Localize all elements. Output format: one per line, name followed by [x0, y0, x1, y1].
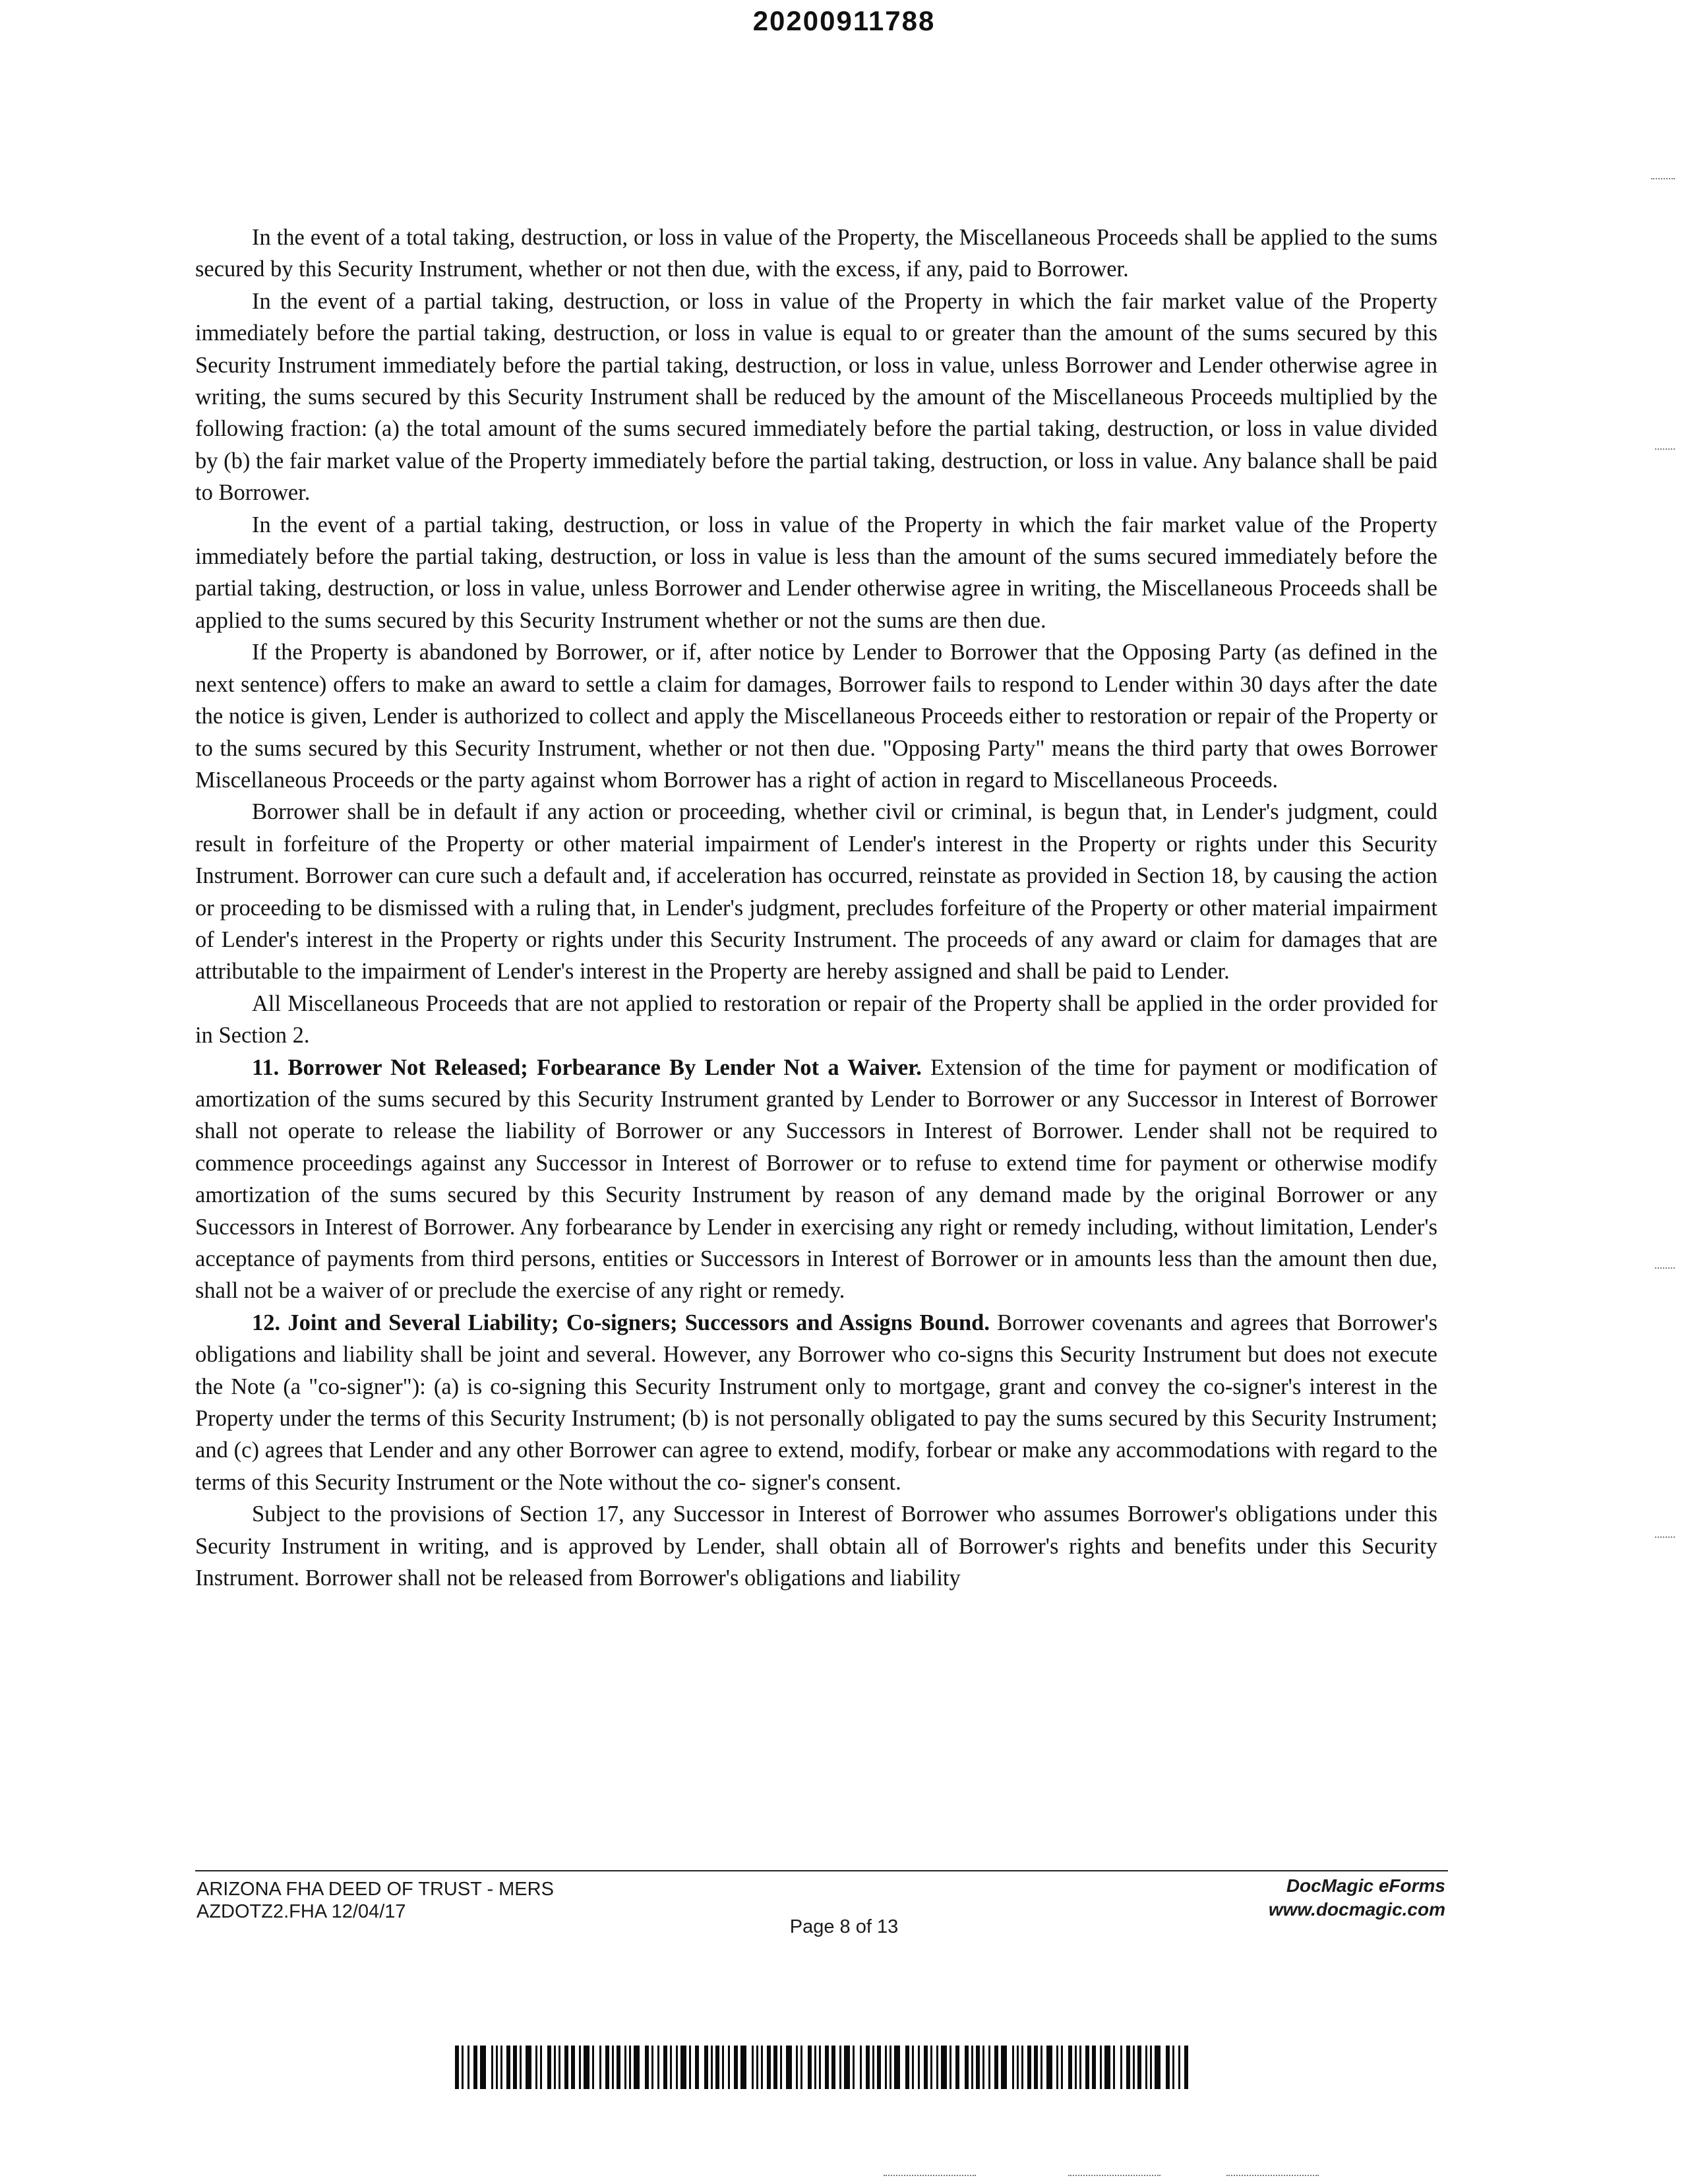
- barcode-bar: [752, 2046, 754, 2089]
- barcode-bar: [592, 2046, 594, 2089]
- barcode-bar: [885, 2046, 887, 2089]
- barcode-bar: [520, 2046, 522, 2089]
- barcode-bar: [819, 2046, 821, 2089]
- scan-mark: [1655, 448, 1675, 450]
- barcode-bar: [889, 2046, 891, 2089]
- barcode-bar: [1150, 2046, 1152, 2089]
- barcode-bar: [844, 2046, 850, 2089]
- barcode-bar: [680, 2046, 686, 2089]
- barcode-bar: [526, 2046, 531, 2089]
- barcode-bar: [513, 2046, 517, 2089]
- barcode-bar: [1092, 2046, 1096, 2089]
- barcode-bar: [767, 2046, 771, 2089]
- barcode-bar: [462, 2046, 464, 2089]
- barcode-bar: [473, 2046, 477, 2089]
- barcode-bar: [1145, 2046, 1147, 2089]
- barcode-bar: [629, 2046, 631, 2089]
- barcode: [455, 2046, 1192, 2089]
- section-11: [195, 1052, 1437, 1307]
- barcode-bar: [971, 2046, 973, 2089]
- barcode-bar: [924, 2046, 928, 2089]
- barcode-bar: [761, 2046, 763, 2089]
- barcode-bar: [728, 2046, 730, 2089]
- barcode-bar: [605, 2046, 609, 2089]
- barcode-bar: [1172, 2046, 1174, 2089]
- document-number: 20200911788: [752, 5, 936, 36]
- barcode-bar: [877, 2046, 881, 2089]
- barcode-bar: [540, 2046, 542, 2089]
- barcode-bar: [950, 2046, 951, 2089]
- barcode-bar: [905, 2046, 909, 2089]
- barcode-bar: [1133, 2046, 1135, 2089]
- barcode-bar: [506, 2046, 510, 2089]
- footer-form-code: AZDOTZ2.FHA 12/04/17: [196, 1901, 406, 1922]
- barcode-bar: [853, 2046, 855, 2089]
- barcode-bar: [839, 2046, 841, 2089]
- barcode-bar: [1166, 2046, 1170, 2089]
- barcode-bar: [780, 2046, 782, 2089]
- barcode-bar: [740, 2046, 746, 2089]
- barcode-bar: [786, 2046, 792, 2089]
- paragraph-proceeds-order: All Miscellaneous Proceeds that are not applied to restoration or repair of the Property shall be applied in the order provided for in Section 2.: [195, 990, 1437, 1048]
- barcode-bar: [825, 2046, 829, 2089]
- barcode-bar: [1178, 2046, 1180, 2089]
- barcode-bar: [808, 2046, 812, 2089]
- barcode-bar: [1012, 2046, 1014, 2089]
- barcode-bar: [1068, 2046, 1072, 2089]
- barcode-bar: [936, 2046, 938, 2089]
- barcode-bar: [624, 2046, 626, 2089]
- barcode-bar: [894, 2046, 900, 2089]
- barcode-bar: [872, 2046, 874, 2089]
- barcode-bar: [711, 2046, 713, 2089]
- barcode-bar: [715, 2046, 719, 2089]
- barcode-bar: [955, 2046, 959, 2089]
- section-11-heading: 11. Borrower Not Released; Forbearance By Lender Not a Waiver.: [252, 1054, 922, 1080]
- barcode-bar: [1079, 2046, 1081, 2089]
- barcode-bar: [941, 2046, 947, 2089]
- barcode-bar: [617, 2046, 620, 2089]
- barcode-bar: [554, 2046, 556, 2089]
- barcode-bar: [1027, 2046, 1031, 2089]
- scan-mark: [884, 2175, 976, 2176]
- barcode-bar: [988, 2046, 990, 2089]
- barcode-bar: [496, 2046, 498, 2089]
- barcode-bar: [467, 2046, 469, 2089]
- barcode-bar: [584, 2046, 589, 2089]
- scan-mark: [1651, 178, 1675, 179]
- barcode-bar: [1100, 2046, 1102, 2089]
- barcode-bar: [634, 2046, 640, 2089]
- barcode-bar: [599, 2046, 601, 2089]
- barcode-bar: [796, 2046, 798, 2089]
- barcode-bar: [1021, 2046, 1023, 2089]
- scan-mark: [1655, 1267, 1675, 1269]
- barcode-bar: [860, 2046, 862, 2089]
- barcode-bar: [1113, 2046, 1115, 2089]
- footer-brand: DocMagic eForms: [1286, 1875, 1445, 1896]
- barcode-bar: [912, 2046, 914, 2089]
- barcode-bar: [651, 2046, 653, 2089]
- document-body: [195, 222, 1437, 1594]
- scan-mark: [1226, 2175, 1319, 2176]
- barcode-bar: [1017, 2046, 1019, 2089]
- barcode-bar: [831, 2046, 835, 2089]
- barcode-bar: [1046, 2046, 1052, 2089]
- barcode-bar: [1056, 2046, 1058, 2089]
- paragraph-total-taking: In the event of a total taking, destruction, or loss in value of the Property, the Miscellaneous Proceeds shall be applied to the sums secured by this Security Instrument, whether or not then due, with the excess, if any, paid to Borrower.: [195, 225, 1437, 282]
- barcode-bar: [547, 2046, 551, 2089]
- barcode-bar: [676, 2046, 678, 2089]
- barcode-bar: [670, 2046, 672, 2089]
- barcode-bar: [982, 2046, 984, 2089]
- paragraph-abandoned-property: If the Property is abandoned by Borrower, or if, after notice by Lender to Borrower that the Opposing Party (as defined in the next sentence) offers to make an award to settle a claim for damages, Borrower fails to respond to Lender within 30 days after the date the notice is given, Lender is authorized to collect and apply the Miscellaneous Proceeds either to restoration or repair of the Property or to the sums secured by this Security Instrument, whether or not then due. "Opposing Party" means the third party that owes Borrower Miscellaneous Proceeds or the party against whom Borrower has a right of action in regard to Miscellaneous Proceeds.: [195, 640, 1437, 793]
- barcode-bar: [689, 2046, 691, 2089]
- barcode-bar: [1126, 2046, 1130, 2089]
- section-11-text: Extension of the time for payment or modification of amortization of the sums secured by this Security Instrument granted by Lender to Borrower or any Successor in Interest of Borrower shall not operate to release the liability of Borrower or any Successors in Interest of Borrower. Lender shall not be required to commence proceedings against any Successor in Interest of Borrower or to refuse to extend time for payment or otherwise modify amortization of the sums secured by this Security Instrument by reason of any demand made by the original Borrower or any Successors in Interest of Borrower. Any forbearance by Lender in exercising any right or remedy including, without limitation, Lender's acceptance of payments from third persons, entities or Successors in Interest of Borrower or in amounts less than the amount then due, shall not be a waiver of or preclude the exercise of any right or remedy.: [195, 1054, 1437, 1304]
- barcode-bar: [866, 2046, 870, 2089]
- paragraph-partial-taking-less: In the event of a partial taking, destruction, or loss in value of the Property in which the fair market value of the Property immediately before the partial taking, destruction, or loss in value is less than the amount of the sums secured immediately before the partial taking, destruction, or loss in value, unless Borrower and Lender otherwise agree in writing, the Miscellaneous Proceeds shall be applied to the sums secured by this Security Instrument whether or not the sums are then due.: [195, 512, 1437, 633]
- barcode-bar: [965, 2046, 969, 2089]
- barcode-bar: [1061, 2046, 1063, 2089]
- barcode-bar: [1120, 2046, 1122, 2089]
- barcode-bar: [1104, 2046, 1110, 2089]
- barcode-bar: [579, 2046, 581, 2089]
- barcode-bar: [657, 2046, 659, 2089]
- barcode-bar: [1085, 2046, 1089, 2089]
- barcode-bar: [994, 2046, 998, 2089]
- barcode-bar: [814, 2046, 816, 2089]
- barcode-bar: [722, 2046, 724, 2089]
- footer-website: www.docmagic.com: [1268, 1899, 1445, 1920]
- barcode-bar: [500, 2046, 502, 2089]
- section-12-continuation: Subject to the provisions of Section 17, any Successor in Interest of Borrower who assumes Borrower's obligations under this Security Instrument in writing, and is approved by Lender, shall obtain all of Borrower's rights and benefits under this Security Instrument. Borrower shall not be released from Borrower's obligations and liability: [195, 1502, 1437, 1591]
- barcode-bar: [1137, 2046, 1141, 2089]
- barcode-bar: [1075, 2046, 1077, 2089]
- barcode-bar: [976, 2046, 980, 2089]
- page-number: Page 8 of 13: [789, 1916, 899, 1937]
- barcode-bar: [558, 2046, 560, 2089]
- barcode-bar: [1034, 2046, 1038, 2089]
- barcode-bar: [491, 2046, 493, 2089]
- barcode-bar: [564, 2046, 568, 2089]
- footer-brand-info: [1269, 1874, 1445, 1922]
- paragraph-borrower-default: Borrower shall be in default if any action or proceeding, whether civil or criminal, is begun that, in Lender's judgment, could result in forfeiture of the Property or other material impairment of Lender's interest in the Property or rights under this Security Instrument. Borrower can cure such a default and, if acceleration has occurred, reinstate as provided in Section 18, by causing the action or proceeding to be dismissed with a ruling that, in Lender's judgment, precludes forfeiture of the Property or other material impairment of Lender's interest in the Property or rights under this Security Instrument. The proceeds of any award or claim for damages that are attributable to the impairment of Lender's interest in the Property are hereby assigned and shall be paid to Lender.: [195, 799, 1437, 985]
- barcode-bar: [773, 2046, 777, 2089]
- barcode-bar: [918, 2046, 920, 2089]
- barcode-bar: [535, 2046, 537, 2089]
- footer-form-title: ARIZONA FHA DEED OF TRUST - MERS: [196, 1879, 554, 1900]
- barcode-bar: [930, 2046, 932, 2089]
- section-12: [195, 1307, 1437, 1498]
- section-12-text: Borrower covenants and agrees that Borrower's obligations and liability shall be joint and several. However, any Borrower who co-signs this Security Instrument but does not execute the Note (a "co-signer"): (a) is co-signing this Security Instrument only to mortgage, grant and convey the co-signer's interest in the Property under the terms of this Security Instrument; (b) is not personally obligated to pay the sums secured by this Security Instrument; and (c) agrees that Lender and any other Borrower can agree to extend, modify, forbear or make any accommodations with regard to the terms of this Security Instrument or the Note without the co- signer's consent.: [195, 1310, 1438, 1495]
- scan-mark: [1068, 2175, 1160, 2176]
- barcode-bar: [571, 2046, 575, 2089]
- barcode-bar: [663, 2046, 667, 2089]
- barcode-bar: [695, 2046, 699, 2089]
- barcode-bar: [645, 2046, 649, 2089]
- barcode-bar: [480, 2046, 486, 2089]
- barcode-bar: [734, 2046, 738, 2089]
- barcode-bar: [1184, 2046, 1188, 2089]
- barcode-bar: [612, 2046, 614, 2089]
- section-12-heading: 12. Joint and Several Liability; Co-signers; Successors and Assigns Bound.: [252, 1310, 990, 1335]
- barcode-bar: [704, 2046, 708, 2089]
- paragraph-partial-taking-greater: In the event of a partial taking, destruction, or loss in value of the Property in which the fair market value of the Property immediately before the partial taking, destruction, or loss in value is equal to or greater than the amount of the sums secured by this Security Instrument immediately before the partial taking, destruction, or loss in value, unless Borrower and Lender otherwise agree in writing, the sums secured by this Security Instrument shall be reduced by the amount of the Miscellaneous Proceeds multiplied by the following fraction: (a) the total amount of the sums secured immediately before the partial taking, destruction, or loss in value divided by (b) the fair market value of the Property immediately before the partial taking, destruction, or loss in value. Any balance shall be paid to Borrower.: [195, 288, 1437, 506]
- barcode-bar: [1155, 2046, 1160, 2089]
- barcode-bar: [800, 2046, 802, 2089]
- barcode-bar: [1001, 2046, 1007, 2089]
- barcode-bar: [1040, 2046, 1042, 2089]
- barcode-bar: [756, 2046, 758, 2089]
- footer-divider: [195, 1870, 1448, 1871]
- barcode-bar: [455, 2046, 459, 2089]
- scan-mark: [1655, 1536, 1675, 1538]
